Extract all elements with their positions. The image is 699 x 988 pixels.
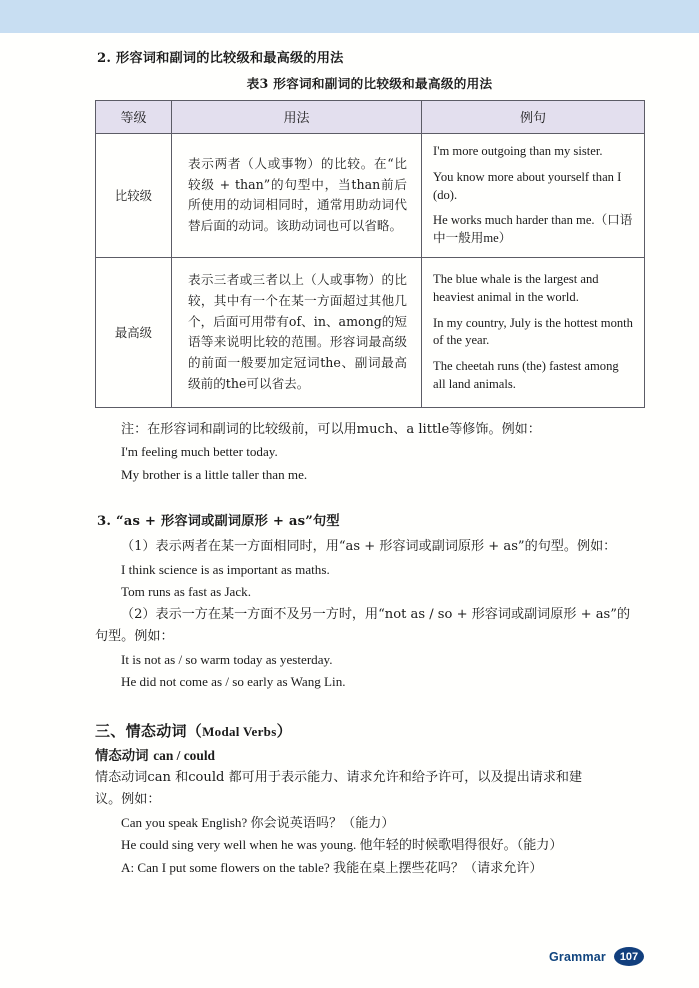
section-3-item2-example: It is not as / so warm today as yesterday.: [121, 651, 333, 667]
table-header-example: 例句: [422, 100, 645, 133]
section-3-item2-example: He did not come as / so early as Wang Lin.: [121, 674, 346, 690]
section-3-item1-text: （1）表示两者在某一方面相同时，用“as + 形容词或副词原形 + as”的句型。例如：: [121, 539, 617, 555]
example-sentence: The blue whale is the largest and heaviest animal in the world.: [433, 271, 599, 304]
example-sentence: You know more about yourself than I (do).: [433, 169, 622, 202]
cell-examples-superlative: [422, 258, 645, 408]
table-row: [96, 258, 645, 408]
table-header-row: [96, 100, 645, 133]
sub-heading-cn: 情态动词: [95, 747, 154, 764]
example-sentence: I'm more outgoing than my sister.: [433, 143, 603, 158]
section-modal-verbs-heading-cn: 三、情态动词（: [95, 721, 203, 740]
section-3-item2-text-line1: （2）表示一方在某一方面不及另一方时，用“not as / so + 形容词或副词原形 + as”的: [121, 606, 631, 622]
sub-heading-en: can / could: [153, 747, 215, 763]
page-content: [95, 49, 644, 879]
top-decorative-band: [0, 0, 699, 33]
modal-intro-line1: 情态动词can 和could 都可用于表示能力、请求允许和给予许可，以及提出请求和建: [95, 769, 583, 785]
footer-section-label: Grammar: [549, 949, 606, 964]
cell-usage-superlative: 表示三者或三者以上（人或事物）的比较，其中有一个在某一方面超过其他几个，后面可用带有of、in、among的短语等来说明比较的范围。形容词最高级的前面一般要加定冠词the、副词最高级前的the可以省去。: [172, 258, 422, 408]
note-example: My brother is a little taller than me.: [121, 466, 308, 482]
section-modal-verbs-heading-tail: ）: [276, 721, 292, 740]
example-sentence: He works much harder than me.（口语中一般用me）: [433, 213, 633, 246]
table-row: [96, 133, 645, 257]
note-block: [95, 419, 644, 487]
cell-grade-comparative: 比较级: [96, 133, 172, 257]
grammar-table: [95, 100, 645, 408]
section-3-item1-example: I think science is as important as maths.: [121, 561, 330, 577]
cell-grade-superlative: 最高级: [96, 258, 172, 408]
table-header-usage: 用法: [172, 100, 422, 133]
cell-usage-comparative: 表示两者（人或事物）的比较。在“比较级 + than”的句型中，当than前后所使用的动词相同时，通常用助动词代替后面的动词。该助动词也可以省略。: [172, 133, 422, 257]
page-sheet: [0, 33, 699, 988]
note-example: I'm feeling much better today.: [121, 444, 278, 460]
cell-examples-comparative: [422, 133, 645, 257]
table-header-grade: 等级: [96, 100, 172, 133]
modal-example: A: Can I put some flowers on the table? 我能在桌上摆些花吗？（请求允许）: [121, 859, 543, 875]
sub-heading-can-could: [95, 745, 644, 764]
section-spacer: [95, 486, 644, 512]
page-number-badge: 107: [614, 947, 644, 966]
table-caption: 表3 形容词和副词的比较级和最高级的用法: [246, 75, 493, 91]
note-intro: 注：在形容词和副词的比较级前，可以用much、a little等修饰。例如：: [121, 421, 541, 437]
modal-intro-line2: 议。例如：: [95, 792, 161, 808]
section-modal-verbs-heading-en: Modal Verbs: [202, 723, 277, 739]
section-3-item1-example: Tom runs as fast as Jack.: [121, 584, 251, 600]
section-3-item2-text-line2: 句型。例如：: [95, 629, 174, 645]
section-spacer: [95, 694, 644, 720]
example-sentence: In my country, July is the hottest month of the year.: [433, 315, 633, 348]
page-footer: [549, 947, 644, 966]
section-2-heading: 2. 形容词和副词的比较级和最高级的用法: [97, 51, 344, 66]
modal-example: He could sing very well when he was young. 他年轻的时候歌唱得很好。（能力）: [121, 837, 563, 853]
section-3-heading: 3. “as + 形容词或副词原形 + as”句型: [97, 514, 340, 530]
section-modal-verbs-heading: [95, 720, 644, 741]
modal-example: Can you speak English? 你会说英语吗？（能力）: [121, 814, 395, 830]
example-sentence: The cheetah runs (the) fastest among all land animals.: [433, 359, 619, 392]
